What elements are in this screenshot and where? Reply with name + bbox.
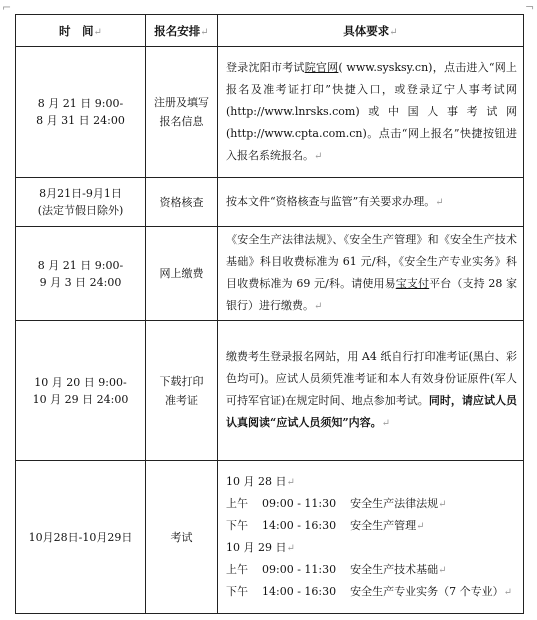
row3-time: 8 月 21 日 9:00- 9 月 3 日 24:00 [16, 227, 146, 321]
return-mark: ↵ [435, 196, 444, 208]
yeepay-link[interactable]: 宝支付 [395, 277, 430, 290]
row1-arrangement: 注册及填写 报名信息 [146, 47, 218, 178]
row3-arrangement: 网上缴费 [146, 227, 218, 321]
row5-requirements [218, 461, 524, 614]
row-admission-ticket [16, 321, 524, 461]
exam-day-1: 10 月 28 日↵ [226, 475, 295, 488]
row4-arrangement: 下载打印 准考证 [146, 321, 218, 461]
row2-arrangement: 资格核查 [146, 178, 218, 227]
header-row [16, 15, 524, 47]
return-mark: ↵ [314, 150, 323, 162]
page-corner-mark-left: ⌐ [2, 1, 12, 14]
row-payment [16, 227, 524, 321]
row1-time: 8 月 21 日 9:00- 8 月 31 日 24:00 [16, 47, 146, 178]
return-mark: ↵ [389, 26, 398, 38]
row1-requirements: 登录沈阳市考试院官网( www.sysksy.cn)，点击进入“网上报名及准考证打印”快捷入口，或登录辽宁人事考试网(http://www.lnrsks.com)或中国人事考试网(http://www.cpta.com.cn)。点击“网上报名”快捷按钮进入报名系统报名。↵ [218, 47, 524, 178]
exam-session: 上午 09:00 - 11:30 安全生产技术基础↵ [226, 563, 447, 576]
schedule-table [15, 14, 524, 614]
row5-arrangement: 考试 [146, 461, 218, 614]
return-mark: ↵ [381, 418, 391, 429]
exam-session: 下午 14:00 - 16:30 安全生产管理↵ [226, 519, 425, 532]
page-corner-mark-right: ¬ [525, 1, 535, 14]
row-qualification-check [16, 178, 524, 227]
return-mark: ↵ [200, 26, 209, 38]
row5-time: 10月28日-10月29日 [16, 461, 146, 614]
row4-time: 10 月 20 日 9:00- 10 月 29 日 24:00 [16, 321, 146, 461]
header-arrangement: 报名安排↵ [146, 15, 218, 47]
exam-day-2: 10 月 29 日↵ [226, 541, 295, 554]
row2-time: 8月21日-9月1日 (法定节假日除外) [16, 178, 146, 227]
row2-requirements: 按本文件“资格核查与监管”有关要求办理。↵ [218, 178, 524, 227]
row-exam [16, 461, 524, 614]
exam-site-link[interactable]: 院官网 [304, 60, 339, 74]
header-time: 时 间↵ [16, 15, 146, 47]
row-registration [16, 47, 524, 178]
exam-session: 下午 14:00 - 16:30 安全生产专业实务（7 个专业）↵ [226, 585, 513, 598]
return-mark: ↵ [314, 301, 323, 312]
header-requirements: 具体要求↵ [218, 15, 524, 47]
row3-requirements: 《安全生产法律法规》、《安全生产管理》和《安全生产技术基础》科目收费标准为 61 元/科，《安全生产专业实务》科目收费标准为 69 元/科。请使用易宝支付平台（支持 28 家银行）进行缴费。↵ [218, 227, 524, 321]
row4-requirements: 缴费考生登录报名网站，用 A4 纸自行打印准考证(黑白、彩色均可)。应试人员须凭准考证和本人有效身份证原件(军人可持军官证)在规定时间、地点参加考试。同时，请应试人员认真阅读“应试人员须知”内容。↵ [218, 321, 524, 461]
return-mark: ↵ [93, 26, 102, 38]
exam-session: 上午 09:00 - 11:30 安全生产法律法规↵ [226, 497, 447, 510]
